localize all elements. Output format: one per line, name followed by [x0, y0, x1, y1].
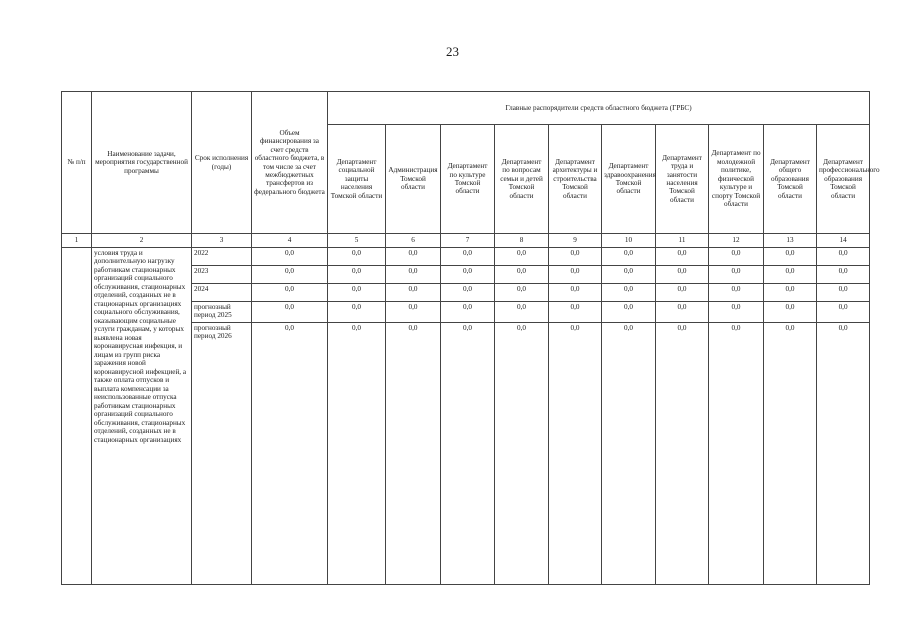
value-cell: 0,0: [764, 248, 817, 266]
value-cell: 0,0: [386, 284, 441, 302]
value-cell: 0,0: [252, 323, 328, 585]
header-grbs: Департамент профессионального образования Томской области: [817, 125, 870, 234]
value-cell: 0,0: [386, 323, 441, 585]
value-cell: 0,0: [549, 284, 602, 302]
value-cell: 0,0: [441, 323, 495, 585]
value-cell: 0,0: [817, 302, 870, 323]
column-number: 8: [495, 234, 549, 248]
header-num: № п/п: [62, 92, 92, 234]
value-cell: 0,0: [549, 248, 602, 266]
value-cell: 0,0: [495, 284, 549, 302]
term-cell: прогнозный период 2025: [192, 302, 252, 323]
value-cell: 0,0: [549, 266, 602, 284]
header-grbs: Департамент архитектуры и строительства Томской области: [549, 125, 602, 234]
header-term: Срок исполнения (годы): [192, 92, 252, 234]
value-cell: 0,0: [328, 284, 386, 302]
column-number: 5: [328, 234, 386, 248]
column-number: 10: [602, 234, 656, 248]
value-cell: 0,0: [656, 323, 709, 585]
value-cell: 0,0: [386, 248, 441, 266]
value-cell: 0,0: [328, 323, 386, 585]
value-cell: 0,0: [764, 284, 817, 302]
value-cell: 0,0: [328, 248, 386, 266]
value-cell: 0,0: [328, 266, 386, 284]
term-cell: 2023: [192, 266, 252, 284]
value-cell: 0,0: [495, 302, 549, 323]
column-number: 9: [549, 234, 602, 248]
value-cell: 0,0: [817, 266, 870, 284]
value-cell: 0,0: [602, 323, 656, 585]
value-cell: 0,0: [817, 284, 870, 302]
term-cell: прогнозный период 2026: [192, 323, 252, 585]
value-cell: 0,0: [328, 302, 386, 323]
value-cell: 0,0: [495, 248, 549, 266]
value-cell: 0,0: [495, 266, 549, 284]
value-cell: 0,0: [386, 266, 441, 284]
value-cell: 0,0: [656, 266, 709, 284]
value-cell: 0,0: [252, 266, 328, 284]
value-cell: 0,0: [764, 323, 817, 585]
value-cell: 0,0: [252, 284, 328, 302]
value-cell: 0,0: [817, 248, 870, 266]
column-number-row: [62, 234, 870, 248]
header-volume: Объем финансирования за счет средств областного бюджета, в том числе за счет межбюджетных трансфертов из федерального бюджета: [252, 92, 328, 234]
header-task: Наименование задачи, мероприятия государственной программы: [92, 92, 192, 234]
value-cell: 0,0: [252, 248, 328, 266]
value-cell: 0,0: [441, 266, 495, 284]
value-cell: 0,0: [602, 266, 656, 284]
value-cell: 0,0: [602, 302, 656, 323]
header-grbs: Департамент здравоохранения Томской области: [602, 125, 656, 234]
value-cell: 0,0: [441, 302, 495, 323]
task-description: условия труда и дополнительную нагрузку работникам стационарных организаций социального обслуживания, стационарных отделений, созданных не в стационарных организациях социального обслуживания, оказывающим социальные услуги гражданам, у которых выявлена новая коронавирусная инфекция, и лицам из групп риска заражения новой коронавирусной инфекцией, а также оплата отпусков и выплата компенсации за неиспользованные отпуска работникам стационарных организаций социального обслуживания, стационарных отделений, созданных не в стационарных организациях: [92, 248, 192, 585]
value-cell: 0,0: [709, 248, 764, 266]
header-grbs: Администрация Томской области: [386, 125, 441, 234]
header-row-top: [62, 92, 870, 125]
row-number-cell: [62, 248, 92, 585]
value-cell: 0,0: [656, 248, 709, 266]
value-cell: 0,0: [602, 284, 656, 302]
header-grbs: Департамент социальной защиты населения Томской области: [328, 125, 386, 234]
value-cell: 0,0: [602, 248, 656, 266]
value-cell: 0,0: [656, 284, 709, 302]
column-number: 3: [192, 234, 252, 248]
header-grbs: Департамент по молодежной политике, физической культуре и спорту Томской области: [709, 125, 764, 234]
value-cell: 0,0: [709, 284, 764, 302]
column-number: 7: [441, 234, 495, 248]
value-cell: 0,0: [709, 266, 764, 284]
column-number: 2: [92, 234, 192, 248]
value-cell: 0,0: [441, 284, 495, 302]
value-cell: 0,0: [386, 302, 441, 323]
column-number: 13: [764, 234, 817, 248]
header-grbs: Департамент по вопросам семьи и детей Томской области: [495, 125, 549, 234]
column-number: 6: [386, 234, 441, 248]
value-cell: 0,0: [764, 302, 817, 323]
term-cell: 2024: [192, 284, 252, 302]
value-cell: 0,0: [817, 323, 870, 585]
value-cell: 0,0: [252, 302, 328, 323]
value-cell: 0,0: [764, 266, 817, 284]
value-cell: 0,0: [709, 302, 764, 323]
value-cell: 0,0: [656, 302, 709, 323]
value-cell: 0,0: [549, 302, 602, 323]
column-number: 14: [817, 234, 870, 248]
column-number: 12: [709, 234, 764, 248]
table-row: [62, 248, 870, 266]
value-cell: 0,0: [549, 323, 602, 585]
term-cell: 2022: [192, 248, 252, 266]
column-number: 11: [656, 234, 709, 248]
value-cell: 0,0: [495, 323, 549, 585]
header-grbs: Департамент по культуре Томской области: [441, 125, 495, 234]
header-grbs: Департамент общего образования Томской области: [764, 125, 817, 234]
value-cell: 0,0: [441, 248, 495, 266]
header-grbs-group: Главные распорядители средств областного бюджета (ГРБС): [328, 92, 870, 125]
page-number: 23: [446, 44, 459, 59]
column-number: 4: [252, 234, 328, 248]
value-cell: 0,0: [709, 323, 764, 585]
header-grbs: Департамент труда и занятости населения Томской области: [656, 125, 709, 234]
budget-table: [61, 91, 880, 585]
column-number: 1: [62, 234, 92, 248]
